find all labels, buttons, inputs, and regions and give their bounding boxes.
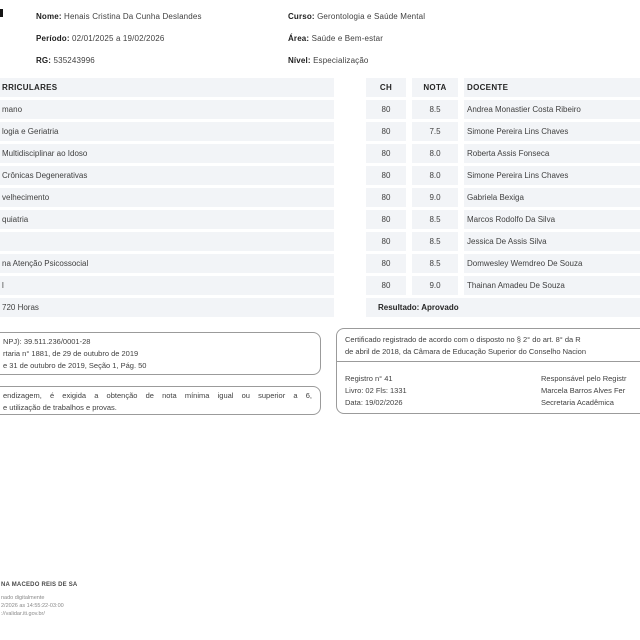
header-ch: CH: [366, 78, 406, 97]
docente-cell: Simone Pereira Lins Chaves: [464, 166, 640, 185]
publication-line: e 31 de outubro de 2019, Seção 1, Pág. 50: [3, 361, 147, 370]
header-docente: DOCENTE: [464, 78, 640, 97]
nota-cell: 8.5: [412, 232, 458, 251]
course-cell: mano: [0, 100, 334, 119]
registro-number: Registro n° 41: [345, 374, 393, 383]
rg-value: 535243996: [53, 56, 95, 65]
signature-method-line: nado digitalmente: [1, 595, 45, 601]
cut-off-mark: [0, 9, 3, 17]
certificate-registration-box: [336, 328, 640, 414]
ch-cell: 80: [366, 100, 406, 119]
rg-line: [36, 56, 95, 66]
header-curriculares: RRICULARES: [0, 78, 334, 97]
nota-cell: 8.0: [412, 144, 458, 163]
docente-cell: Roberta Assis Fonseca: [464, 144, 640, 163]
ch-cell: 80: [366, 122, 406, 141]
nota-cell: 7.5: [412, 122, 458, 141]
course-cell: l: [0, 276, 334, 295]
course-cell: Multidisciplinar ao Idoso: [0, 144, 334, 163]
rg-label: RG:: [36, 56, 52, 65]
nivel-line: [288, 56, 369, 66]
table-row: [0, 144, 640, 163]
table-row: [0, 232, 640, 251]
table-row: [0, 100, 640, 119]
courses-table: [0, 78, 640, 320]
nota-cell: 9.0: [412, 276, 458, 295]
course-cell: velhecimento: [0, 188, 334, 207]
grading-rule-line2: e utilização de trabalhos e provas.: [3, 403, 117, 412]
docente-cell: Thainan Amadeu De Souza: [464, 276, 640, 295]
docente-cell: Jessica De Assis Silva: [464, 232, 640, 251]
periodo-line: [36, 34, 164, 44]
nivel-value: Especialização: [313, 56, 369, 65]
registrar-name: Marcela Barros Alves Fer: [541, 386, 626, 395]
course-cell: [0, 232, 334, 251]
institution-box: [0, 332, 321, 375]
docente-cell: Andrea Monastier Costa Ribeiro: [464, 100, 640, 119]
table-footer-row: [0, 298, 640, 317]
ch-cell: 80: [366, 232, 406, 251]
nota-cell: 9.0: [412, 188, 458, 207]
docente-cell: Marcos Rodolfo Da Silva: [464, 210, 640, 229]
course-cell: na Atenção Psicossocial: [0, 254, 334, 273]
course-cell: logia e Geriatria: [0, 122, 334, 141]
ch-cell: 80: [366, 166, 406, 185]
docente-cell: Domwesley Wemdreo De Souza: [464, 254, 640, 273]
ch-cell: 80: [366, 254, 406, 273]
student-name-line: [36, 12, 202, 22]
table-row: [0, 188, 640, 207]
certificate-statement: [337, 329, 640, 362]
digital-signature-details: [1, 594, 64, 618]
table-row: [0, 122, 640, 141]
table-row: [0, 210, 640, 229]
signature-validation-url: ://validar.iti.gov.br/: [1, 611, 45, 617]
course-cell: Crônicas Degenerativas: [0, 166, 334, 185]
ch-cell: 80: [366, 210, 406, 229]
nota-cell: 8.5: [412, 100, 458, 119]
nome-value: Henais Cristina Da Cunha Deslandes: [64, 12, 202, 21]
course-cell: quiatria: [0, 210, 334, 229]
docente-cell: Gabriela Bexiga: [464, 188, 640, 207]
table-row: [0, 254, 640, 273]
periodo-value: 02/01/2025 a 19/02/2026: [72, 34, 165, 43]
certificate-statement-line2: de abril de 2018, da Câmara de Educação Superior do Conselho Nacion: [345, 347, 586, 356]
periodo-label: Período:: [36, 34, 70, 43]
nivel-label: Nível:: [288, 56, 311, 65]
table-row: [0, 276, 640, 295]
nota-cell: 8.0: [412, 166, 458, 185]
nome-label: Nome:: [36, 12, 62, 21]
registro-book: Livro: 02 Fls: 1331: [345, 386, 407, 395]
curso-value: Gerontologia e Saúde Mental: [317, 12, 426, 21]
registro-date: Data: 19/02/2026: [345, 398, 403, 407]
docente-cell: Simone Pereira Lins Chaves: [464, 122, 640, 141]
registrar-title: Responsável pelo Registr: [541, 374, 627, 383]
header-nota: NOTA: [412, 78, 458, 97]
registrar-role: Secretaria Acadêmica: [541, 398, 614, 407]
area-line: [288, 34, 383, 44]
ch-cell: 80: [366, 188, 406, 207]
curso-label: Curso:: [288, 12, 315, 21]
digital-signature-name: NA MACEDO REIS DE SA: [1, 582, 78, 588]
certificate-statement-line1: Certificado registrado de acordo com o disposto no § 2° do art. 8° da R: [345, 335, 581, 344]
ch-cell: 80: [366, 276, 406, 295]
nota-cell: 8.5: [412, 210, 458, 229]
nota-cell: 8.5: [412, 254, 458, 273]
area-value: Saúde e Bem-estar: [311, 34, 384, 43]
area-label: Área:: [288, 34, 310, 43]
ch-cell: 80: [366, 144, 406, 163]
total-hours-cell: 720 Horas: [0, 298, 334, 317]
grading-rule-box: [0, 386, 321, 415]
grading-rule-line1: endizagem, é exigida a obtenção de nota mínima igual ou superior a 6,: [3, 391, 312, 400]
table-header-row: [0, 78, 640, 97]
portaria-line: rtaria n° 1881, de 29 de outubro de 2019: [3, 349, 139, 358]
table-row: [0, 166, 640, 185]
cnpj-line: NPJ): 39.511.236/0001-28: [3, 337, 91, 346]
curso-line: [288, 12, 425, 22]
result-cell: Resultado: Aprovado: [366, 298, 640, 317]
signature-timestamp-line: 2/2026 as 14:55:22-03:00: [1, 603, 64, 609]
registrar-block: [541, 373, 626, 409]
registration-details: [337, 362, 640, 409]
